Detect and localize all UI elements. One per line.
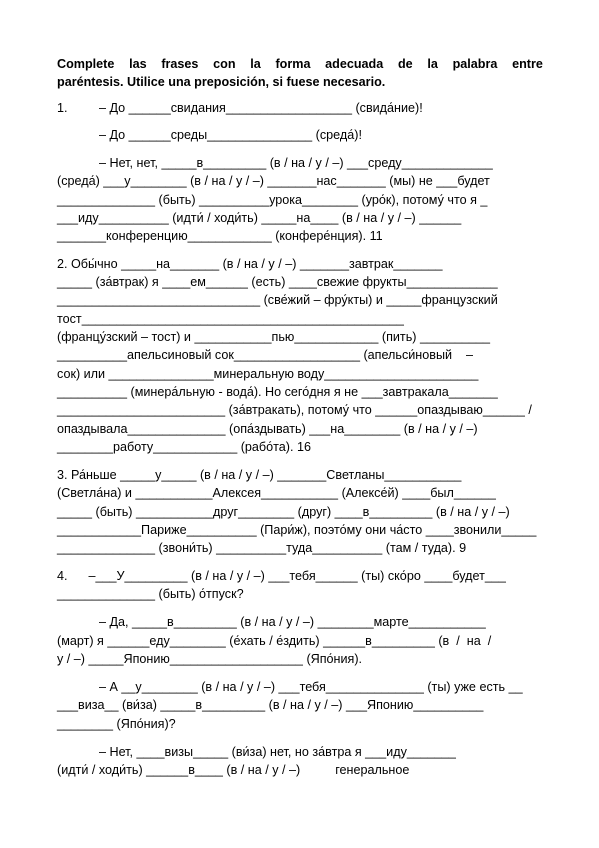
exercise-line: – До ______среды_______________ (среда́)! [57, 128, 362, 142]
exercise-line: (идти́ / ходи́ть) ______в____ (в / на / у / –) генеральное [57, 763, 410, 777]
exercise-line: __________апельсиновый сок__________________ (апельси́новый – [57, 348, 474, 362]
exercise-line: ______________ (быть) о́тпуск? [57, 587, 244, 601]
instruction-word: con [213, 57, 236, 71]
exercise-line: _____ (быть) ___________друг________ (друг) ____в_________ (в / на / у / –) [57, 505, 510, 519]
exercise-line: ___иду__________ (идти́ / ходи́ть) _____на____ (в / на / у / –) ______ [57, 211, 462, 225]
exercise-line: тост______________________________________________ [57, 312, 404, 326]
instruction-word: las [129, 57, 147, 71]
instruction-word: la [250, 57, 261, 71]
instruction-word: adecuada [325, 57, 384, 71]
instruction-word: de [397, 57, 413, 71]
exercise-line: ________ (Япо́ния)? [57, 717, 176, 731]
exercise-line: _______конференцию____________ (конфере́нция). 11 [57, 229, 383, 243]
exercise-line: – Нет, нет, _____в_________ (в / на / у / –) ___среду_____________ [57, 156, 493, 170]
instruction-word: la [427, 57, 438, 71]
exercise-line: опаздывала______________ (опа́здывать) ___на________ (в / на / у / –) [57, 422, 478, 436]
exercise-line: __________ (минера́льную - вода́). Но сего́дня я не ___завтракала_______ [57, 385, 498, 399]
exercise-line: – Нет, ____визы_____ (ви́за) нет, но за́втра я ___иду_______ [57, 745, 456, 759]
exercise-line: ____________Париже__________ (Пари́ж), поэто́му они ча́сто ____звонили_____ [57, 523, 537, 537]
instruction-line-2: paréntesis. Utilice una preposición, si fuese necesario. [57, 75, 386, 89]
instruction-word: forma [275, 57, 311, 71]
exercise-line: у / –) _____Японию___________________ (Япо́ния). [57, 652, 363, 666]
exercise-line: _____________________________ (све́жий – фру́кты) и _____французский [57, 293, 498, 307]
exercise-line: (март) я ______еду________ (е́хать / е́здить) ______в_________ (в / на / [57, 634, 492, 648]
exercise-line: (францу́зский – тост) и ___________пью____________ (пить) __________ [57, 330, 490, 344]
exercise-line: ______________ (звони́ть) __________туда__________ (там / туда). 9 [57, 541, 467, 555]
exercise-line: (Светла́на) и ___________Алексея___________ (Алексе́й) ____был______ [57, 486, 496, 500]
instruction-word: palabra [452, 57, 498, 71]
exercise-line: – А __у________ (в / на / у / –) ___тебя______________ (ты) уже есть __ [57, 680, 523, 694]
exercise-line: ___виза__ (ви́за) _____в_________ (в / на / у / –) ___Японию__________ [57, 698, 484, 712]
exercise-line: _____ (за́втрак) я ____ем______ (есть) ____свежие фрукты_____________ [57, 275, 498, 289]
exercise-line: (среда́) ___у________ (в / на / у / –) _______нас_______ (мы) не ___будет [57, 174, 490, 188]
exercise-line: сок) или _______________минеральную воду______________________ [57, 367, 479, 381]
exercise-line: ________________________ (за́втракать), потому́ что ______опаздываю______ / [57, 403, 532, 417]
exercise-line: ______________ (быть) __________урока________ (уро́к), потому́ что я _ [57, 193, 488, 207]
exercise-line: 2. Обы́чно _____на_______ (в / на / у / –) _______завтрак_______ [57, 257, 443, 271]
exercise-line: 4. –___У_________ (в / на / у / –) ___тебя______ (ты) ско́ро ____будет___ [57, 569, 506, 583]
exercise-line: ________работу____________ (рабо́та). 16 [57, 440, 311, 454]
exercise-line: 1. – До ______свидания__________________ (свида́ние)! [57, 101, 423, 115]
instruction-word: entre [512, 57, 543, 71]
instruction-word: Complete [57, 57, 115, 71]
instruction-word: frases [161, 57, 199, 71]
exercise-line: 3. Ра́ньше _____у_____ (в / на / у / –) _______Светланы___________ [57, 468, 462, 482]
exercise-line: – Да, _____в_________ (в / на / у / –) ________марте___________ [57, 615, 486, 629]
instruction-line-1 [57, 56, 543, 72]
